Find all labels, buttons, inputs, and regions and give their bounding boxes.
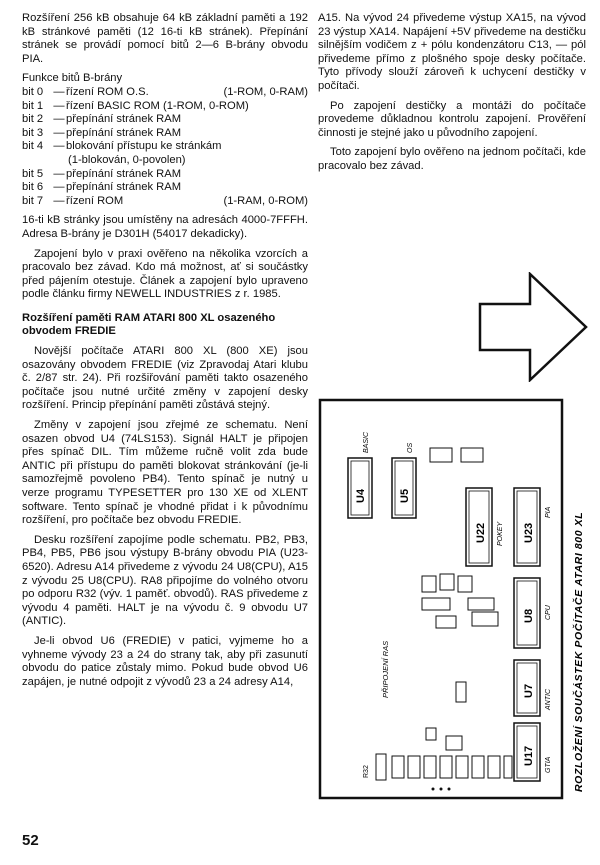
svg-text:R32: R32 <box>363 765 370 778</box>
bit-row: bit 7 — řízení ROM (1-RAM, 0-ROM) <box>22 194 308 207</box>
svg-text:U8: U8 <box>523 608 535 623</box>
page-number: 52 <box>22 832 39 849</box>
svg-text:U23: U23 <box>523 522 535 543</box>
bit-row: bit 6 — přepínání stránek RAM <box>22 181 182 194</box>
svg-text:ANTIC: ANTIC <box>545 689 552 710</box>
svg-text:U4: U4 <box>355 488 367 503</box>
wiring-paragraph: Desku rozšíření zapojíme podle schematu. PB2, PB3, PB4, PB5, PB6 jsou výstupy B-brány obvodu PIA (U23-6520). Adresu A14 přivedeme z vývodu 24 U8(CPU), A15 z vývodu 25 U8(CPU). RA8 připojíme do volného otvoru po odporu R32 (výv. 1 paměť. obvodů). RAS přivedeme z vývodu 4 paměti. HALT je na vývodu č. 9 obvodu U7 (ANTIC). <box>22 533 308 628</box>
power-paragraph: A15. Na vývod 24 přivedeme výstup XA15, na vývod 23 výstup XA14. Napájení +5V přivedeme na destičku silnějším vodičem z + pólu kondenzátoru C13, — pól přivedeme přímo z plošného spoje desky počítače. Tyto přívody slouží zároveň k uchycení destičky v počítači. <box>318 12 586 92</box>
arrow-right-icon <box>478 272 588 382</box>
changes-paragraph: Změny v zapojení jsou zřejmé ze schematu. Není osazen obvod U4 (74LS153). Signál HALT je připojen přes spínač DIL. Tím můžeme ručně volit zda bude ANTIC při přístupu do paměti blokovat stránkování (je-li samozřejmě povoleno PB4). Tento spínač je nutný u verze programu TYPESETTER pro 130 XE od XLENT software. Tento spínač je vhodné přidat i k původnímu rozšíření, pro počítače bez obvodu FREDIE. <box>22 419 308 527</box>
small-part <box>430 448 452 462</box>
bit-row: bit 2 — přepínání stránek RAM <box>22 113 182 126</box>
svg-text:U5: U5 <box>399 488 411 503</box>
board-layout-diagram <box>318 398 593 803</box>
svg-text:POKEY: POKEY <box>497 521 504 546</box>
bit4-note: (1-blokován, 0-povolen) <box>68 153 186 166</box>
svg-text:PIA: PIA <box>545 506 552 518</box>
left-column <box>22 12 308 695</box>
svg-text:GTIA: GTIA <box>545 756 552 773</box>
svg-text:U22: U22 <box>475 522 487 543</box>
pages-paragraph: 16-ti kB stránky jsou umístěny na adresách 4000-7FFFH. Adresa B-brány je D301H (54017 dekadicky). <box>22 214 308 240</box>
svg-text:BASIC: BASIC <box>363 431 370 453</box>
right-column <box>318 12 586 180</box>
board-title: ROZLOŽENÍ SOUČÁSTEK POČÍTAČE ATARI 800 XL <box>573 511 585 792</box>
bit-list <box>22 86 308 208</box>
check-paragraph: Po zapojení destičky a montáži do počítače provedeme důkladnou kontrolu zapojení. Prověření činnosti je stejné jako u původního zapojení. <box>318 99 586 139</box>
svg-text:CPU: CPU <box>545 605 552 620</box>
svg-text:U7: U7 <box>523 683 535 698</box>
bit-functions-title: Funkce bitů B-brány <box>22 72 123 85</box>
r32-resistor <box>376 754 386 780</box>
bit-row: bit 5 — přepínání stránek RAM <box>22 167 182 180</box>
fredie-paragraph: Novější počítače ATARI 800 XL (800 XE) jsou osazovány obvodem FREDIE (viz Zpravodaj Atari klubu č. 2/87 str. 24). Při rozšiřování paměti takto osazeného počítače jsou nutné určité změny v zapojení desky rozšíření. Princip přepínání paměti zůstává stejný. <box>22 345 308 412</box>
svg-text:OS: OS <box>407 442 414 453</box>
u6-paragraph: Je-li obvod U6 (FREDIE) v patici, vyjmeme ho a vyhneme vývody 23 a 24 do strany tak, aby při zasunutí obvodu do patice zůstaly mimo. Pokud bude obvod U6 zapájen, je nutné odpojit z vývodů 23 a 24 adresy A14, <box>22 634 308 688</box>
tested-paragraph: Toto zapojení bylo ověřeno na jednom počítači, kde pracovalo bez závad. <box>318 146 586 172</box>
bit-row: bit 4 — blokování přístupu ke stránkám <box>22 140 222 153</box>
bit-row: bit 0 — řízení ROM O.S. (1-ROM, 0-RAM) <box>22 85 308 98</box>
bit-row: bit 1 — řízení BASIC ROM (1-ROM, 0-ROM) <box>22 99 249 112</box>
svg-text:U17: U17 <box>523 745 535 766</box>
connector-label: PŘIPOJENÍ RAS <box>381 640 390 698</box>
ram-row <box>392 756 512 778</box>
bit-row: bit 3 — přepínání stránek RAM <box>22 126 182 139</box>
intro-paragraph: Rozšíření 256 kB obsahuje 64 kB základní paměti a 192 kB stránkové paměti (12 16-ti kB stránek). Přepínání stránek se provádí pomocí bitů 2—6 B-brány obvodu PIA. <box>22 12 308 65</box>
small-part <box>461 448 483 462</box>
verified-paragraph: Zapojení bylo v praxi ověřeno na několika vzorcích a pracovalo bez závad. Kdo má možnost, ať si součástky před pájením otestuje. Článek a zapojení bylo upraveno podle článku firmy NEWELL INDUSTRIES z r. 1985. <box>22 247 308 301</box>
section-heading: Rozšíření paměti RAM ATARI 800 XL osazeného obvodem FREDIE <box>22 311 276 338</box>
